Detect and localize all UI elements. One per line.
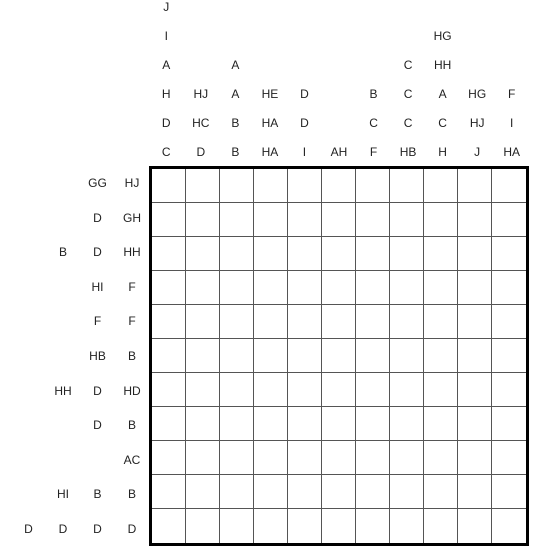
grid-cell[interactable] [288, 441, 322, 475]
grid-cell[interactable] [254, 475, 288, 509]
grid-cell[interactable] [390, 373, 424, 407]
grid-cell[interactable] [152, 407, 186, 441]
grid-cell[interactable] [458, 509, 492, 543]
column-clue: C [403, 116, 413, 130]
puzzle-grid [149, 166, 529, 546]
grid-cell[interactable] [220, 441, 254, 475]
grid-cell[interactable] [492, 373, 526, 407]
row-clue: AC [123, 452, 141, 467]
grid-cell[interactable] [458, 237, 492, 271]
grid-cell[interactable] [254, 237, 288, 271]
grid-cell[interactable] [152, 339, 186, 373]
grid-cell[interactable] [390, 475, 424, 509]
grid-cell[interactable] [458, 169, 492, 203]
grid-cell[interactable] [424, 339, 458, 373]
grid-cell[interactable] [424, 475, 458, 509]
grid-cell[interactable] [186, 407, 220, 441]
grid-cell[interactable] [220, 237, 254, 271]
column-clue: AH [330, 145, 348, 159]
grid-cell[interactable] [152, 237, 186, 271]
row-clue: B [127, 349, 136, 363]
column-clue: HH [433, 58, 452, 72]
column-clue: I [164, 29, 168, 43]
row-clue: HH [123, 245, 141, 260]
grid-cell[interactable] [152, 305, 186, 339]
column-clue: HC [192, 116, 210, 130]
grid-cell[interactable] [390, 169, 424, 203]
grid-cell[interactable] [186, 237, 220, 271]
grid-cell[interactable] [390, 203, 424, 237]
grid-cell[interactable] [356, 407, 390, 441]
grid-cell[interactable] [288, 271, 322, 305]
grid-cell[interactable] [356, 203, 390, 237]
grid-cell[interactable] [424, 271, 458, 305]
grid-cell[interactable] [492, 475, 526, 509]
grid-cell[interactable] [322, 305, 356, 339]
grid-cell[interactable] [356, 271, 390, 305]
column-clue: C [161, 145, 171, 159]
grid-cell[interactable] [424, 407, 458, 441]
column-clue: B [231, 116, 240, 130]
column-clue: HE [261, 87, 279, 101]
column-clue: A [438, 87, 447, 101]
column-clue: B [369, 87, 378, 101]
column-clue: A [162, 58, 171, 72]
column-clue: HB [399, 145, 417, 159]
row-clue: HD [123, 383, 141, 398]
grid-cell[interactable] [254, 407, 288, 441]
grid-cell[interactable] [254, 305, 288, 339]
grid-cell[interactable] [492, 203, 526, 237]
column-clue: D [300, 87, 309, 101]
row-clue: F [128, 314, 136, 329]
row-clue: D [93, 245, 102, 260]
grid-cell[interactable] [458, 305, 492, 339]
grid-cell[interactable] [492, 271, 526, 305]
grid-cell[interactable] [186, 271, 220, 305]
grid-cell[interactable] [186, 203, 220, 237]
column-clue: C [438, 116, 447, 130]
grid-cell[interactable] [220, 509, 254, 543]
grid-cell[interactable] [186, 339, 220, 373]
grid-cell[interactable] [288, 169, 322, 203]
grid-cell[interactable] [288, 407, 322, 441]
column-clue: C [403, 87, 413, 101]
row-clue: GG [88, 176, 107, 191]
column-clue: D [196, 145, 206, 159]
grid-cell[interactable] [220, 203, 254, 237]
grid-cell[interactable] [322, 169, 356, 203]
grid-cell[interactable] [356, 305, 390, 339]
column-clue: HA [503, 145, 521, 159]
column-clue: A [231, 58, 240, 72]
row-clue: HI [91, 279, 104, 294]
grid-cell[interactable] [390, 237, 424, 271]
grid-cell[interactable] [458, 407, 492, 441]
grid-cell[interactable] [492, 441, 526, 475]
grid-cell[interactable] [288, 339, 322, 373]
row-clue: B [58, 245, 67, 260]
grid-cell[interactable] [288, 203, 322, 237]
column-clue: H [161, 87, 171, 101]
grid-cell[interactable] [220, 407, 254, 441]
grid-cell[interactable] [220, 339, 254, 373]
grid-cell[interactable] [322, 203, 356, 237]
grid-cell[interactable] [390, 305, 424, 339]
column-clue: I [302, 145, 307, 159]
column-clue: D [161, 116, 171, 130]
row-clue: D [24, 521, 33, 536]
grid-cell[interactable] [152, 373, 186, 407]
row-clue: D [93, 521, 102, 536]
row-clue: HI [57, 487, 69, 502]
grid-cell[interactable] [458, 475, 492, 509]
grid-cell[interactable] [492, 237, 526, 271]
grid-cell[interactable] [424, 441, 458, 475]
grid-cell[interactable] [152, 509, 186, 543]
column-clue: HG [468, 87, 487, 101]
row-clue: D [93, 383, 102, 398]
grid-cell[interactable] [390, 407, 424, 441]
grid-cell[interactable] [356, 339, 390, 373]
grid-cell[interactable] [458, 373, 492, 407]
column-clue: A [231, 87, 240, 101]
grid-cell[interactable] [288, 305, 322, 339]
grid-cell[interactable] [322, 475, 356, 509]
grid-cell[interactable] [186, 169, 220, 203]
grid-cell[interactable] [152, 475, 186, 509]
grid-cell[interactable] [492, 339, 526, 373]
grid-cell[interactable] [288, 237, 322, 271]
grid-cell[interactable] [322, 339, 356, 373]
grid-cell[interactable] [220, 475, 254, 509]
grid-cell[interactable] [186, 509, 220, 543]
grid-cell[interactable] [220, 169, 254, 203]
grid-cell[interactable] [186, 441, 220, 475]
grid-cell[interactable] [458, 441, 492, 475]
grid-cell[interactable] [424, 373, 458, 407]
grid-cell[interactable] [390, 271, 424, 305]
grid-cell[interactable] [322, 237, 356, 271]
grid-cell[interactable] [492, 509, 526, 543]
grid-cell[interactable] [390, 441, 424, 475]
column-clue: J [163, 0, 170, 14]
grid-cell[interactable] [186, 373, 220, 407]
grid-cell[interactable] [458, 203, 492, 237]
grid-cell[interactable] [220, 271, 254, 305]
row-clue: D [93, 210, 102, 225]
grid-cell[interactable] [492, 305, 526, 339]
row-clue: GH [123, 210, 141, 225]
grid-cell[interactable] [254, 373, 288, 407]
grid-cell[interactable] [390, 339, 424, 373]
grid-cell[interactable] [288, 373, 322, 407]
column-clue: I [510, 116, 514, 130]
grid-cell[interactable] [356, 373, 390, 407]
grid-cell[interactable] [356, 169, 390, 203]
grid-cell[interactable] [424, 237, 458, 271]
grid-cell[interactable] [492, 169, 526, 203]
grid-cell[interactable] [254, 339, 288, 373]
grid-cell[interactable] [254, 271, 288, 305]
column-clue: HG [433, 29, 452, 43]
row-clue: B [127, 418, 136, 433]
column-clue: HJ [469, 116, 485, 130]
grid-cell[interactable] [322, 271, 356, 305]
grid-cell[interactable] [288, 509, 322, 543]
grid-cell[interactable] [322, 441, 356, 475]
row-clue: D [127, 521, 137, 536]
grid-cell[interactable] [424, 169, 458, 203]
grid-cell[interactable] [220, 373, 254, 407]
column-clue: F [369, 145, 378, 159]
grid-cell[interactable] [322, 373, 356, 407]
grid-cell[interactable] [254, 169, 288, 203]
grid-cell[interactable] [152, 271, 186, 305]
grid-cell[interactable] [152, 169, 186, 203]
column-clue: D [300, 116, 309, 130]
column-clue: HA [261, 145, 279, 159]
row-clue: B [127, 487, 136, 502]
grid-cell[interactable] [152, 203, 186, 237]
grid-cell[interactable] [424, 509, 458, 543]
row-clue: D [58, 521, 68, 536]
grid-cell[interactable] [458, 339, 492, 373]
row-clue: HJ [124, 176, 140, 191]
grid-cell[interactable] [390, 509, 424, 543]
grid-cell[interactable] [356, 441, 390, 475]
row-clue: D [93, 418, 102, 433]
column-clue: HA [261, 116, 279, 130]
column-clue: J [474, 145, 481, 159]
grid-cell[interactable] [254, 203, 288, 237]
column-clue: C [403, 58, 413, 72]
grid-cell[interactable] [424, 305, 458, 339]
grid-cell[interactable] [220, 305, 254, 339]
column-clue: H [438, 145, 447, 159]
row-clue: HH [54, 383, 72, 398]
grid-cell[interactable] [288, 475, 322, 509]
row-clue: F [93, 314, 102, 329]
grid-cell[interactable] [152, 441, 186, 475]
grid-cell[interactable] [254, 509, 288, 543]
grid-cell[interactable] [458, 271, 492, 305]
grid-cell[interactable] [424, 203, 458, 237]
grid-cell[interactable] [186, 305, 220, 339]
grid-cell[interactable] [356, 509, 390, 543]
column-clue: F [508, 87, 516, 101]
column-clue: HJ [193, 87, 209, 101]
row-clue: HB [89, 349, 106, 363]
grid-cell[interactable] [322, 407, 356, 441]
column-clue: C [369, 116, 378, 130]
grid-cell[interactable] [356, 237, 390, 271]
row-clue: F [128, 279, 136, 294]
grid-cell[interactable] [492, 407, 526, 441]
grid-cell[interactable] [356, 475, 390, 509]
column-clue: B [231, 145, 240, 159]
grid-cell[interactable] [254, 441, 288, 475]
grid-cell[interactable] [186, 475, 220, 509]
row-clue: B [93, 487, 102, 502]
grid-cell[interactable] [322, 509, 356, 543]
